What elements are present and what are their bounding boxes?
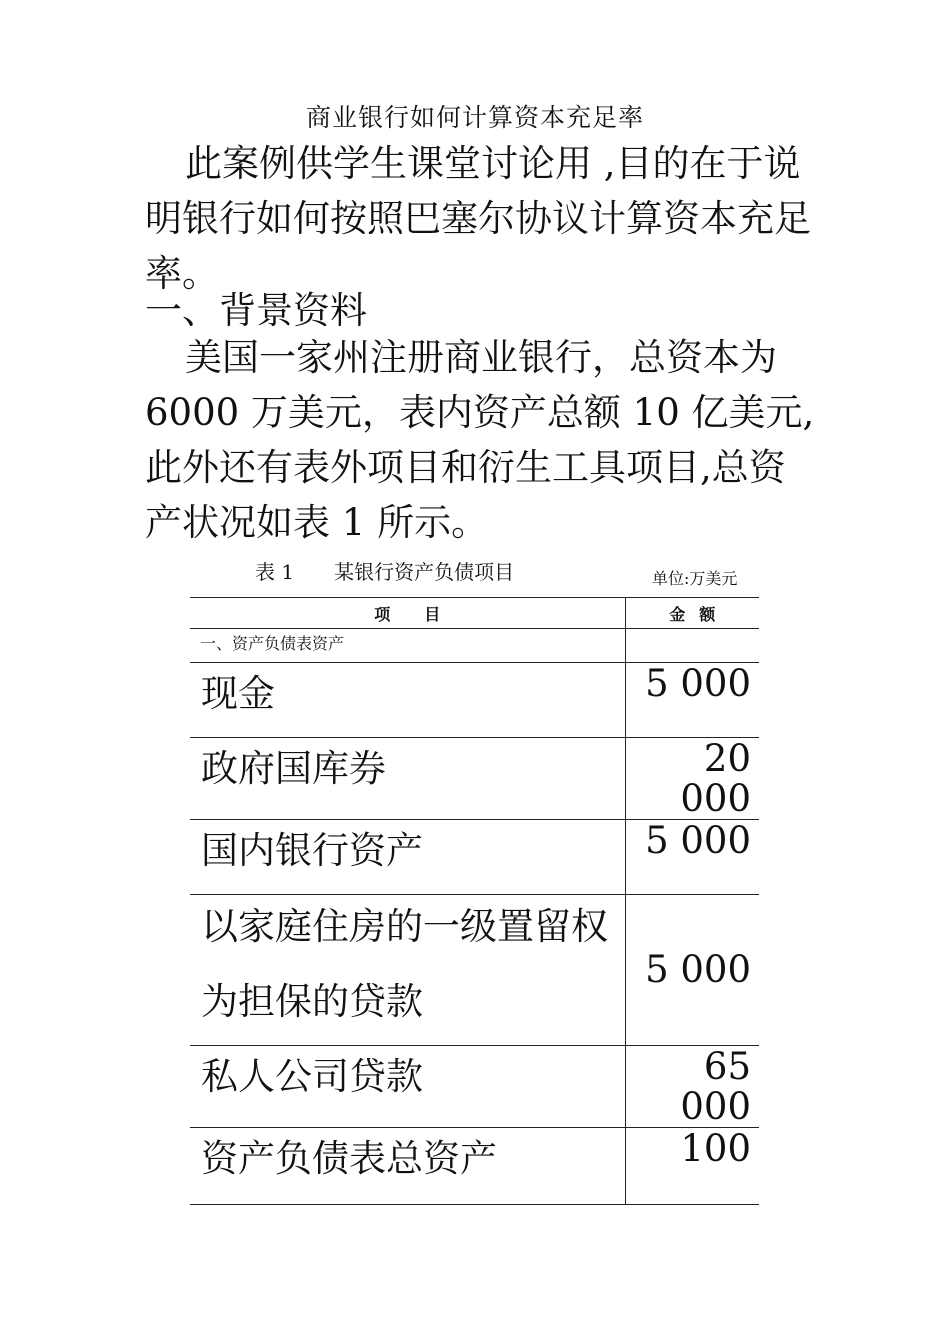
- header-item: 项目: [374, 604, 475, 624]
- row-item-text: 国内银行资产: [201, 829, 423, 872]
- table-caption-number: 表 1: [255, 560, 295, 584]
- row-amount-text: 65 000: [680, 1045, 751, 1128]
- table-header-row: [190, 598, 759, 629]
- table-caption: [255, 556, 514, 585]
- row-item: [190, 738, 625, 820]
- row-amount-text: 5 000: [645, 948, 751, 991]
- row-item: [190, 1128, 625, 1205]
- row-item: [190, 663, 625, 738]
- table-row: [190, 1046, 759, 1128]
- section-heading-background: 一、背景资料: [145, 289, 367, 332]
- section-amount-cell: [625, 629, 759, 663]
- row-item-text: 私人公司贷款: [201, 1055, 423, 1098]
- table-row: [190, 895, 759, 1046]
- row-item-text: 以家庭住房的一级置留权为担保的贷款: [201, 905, 608, 1023]
- header-amount: 金额: [625, 598, 759, 629]
- table-row: [190, 663, 759, 738]
- row-item-text: 资产负债表总资产: [201, 1137, 497, 1180]
- table-row: [190, 820, 759, 895]
- row-amount-text: 5 000: [645, 819, 751, 862]
- row-amount-text: 20 000: [680, 737, 751, 820]
- section-label: 一、资产负债表资产: [200, 634, 345, 653]
- row-item-text: 政府国库券: [201, 747, 386, 790]
- table-unit-label: 单位:万美元: [652, 569, 738, 588]
- row-amount: [625, 820, 759, 895]
- intro-paragraph: 此案例供学生课堂讨论用 ,目的在于说明银行如何按照巴塞尔协议计算资本充足率。: [145, 142, 811, 295]
- row-amount-text: 100: [680, 1127, 751, 1170]
- document-title: 商业银行如何计算资本充足率: [305, 103, 644, 132]
- table-caption-title: 某银行资产负债项目: [334, 560, 515, 584]
- row-amount: [625, 663, 759, 738]
- asset-table: [190, 597, 759, 1205]
- row-item-text: 现金: [201, 672, 275, 715]
- row-item: [190, 1046, 625, 1128]
- row-amount: [625, 738, 759, 820]
- row-amount: [625, 895, 759, 1046]
- row-amount-text: 5 000: [645, 662, 751, 705]
- row-item: [190, 820, 625, 895]
- row-amount: [625, 1046, 759, 1128]
- table-row: [190, 738, 759, 820]
- background-paragraph: 美国一家州注册商业银行，总资本为6000 万美元，表内资产总额 10 亿美元,此外还有表外项目和衍生工具项目,总资产状况如表 1 所示。: [145, 336, 815, 544]
- table-row-total: [190, 1128, 759, 1205]
- row-amount: [625, 1128, 759, 1205]
- row-item: [190, 895, 625, 1046]
